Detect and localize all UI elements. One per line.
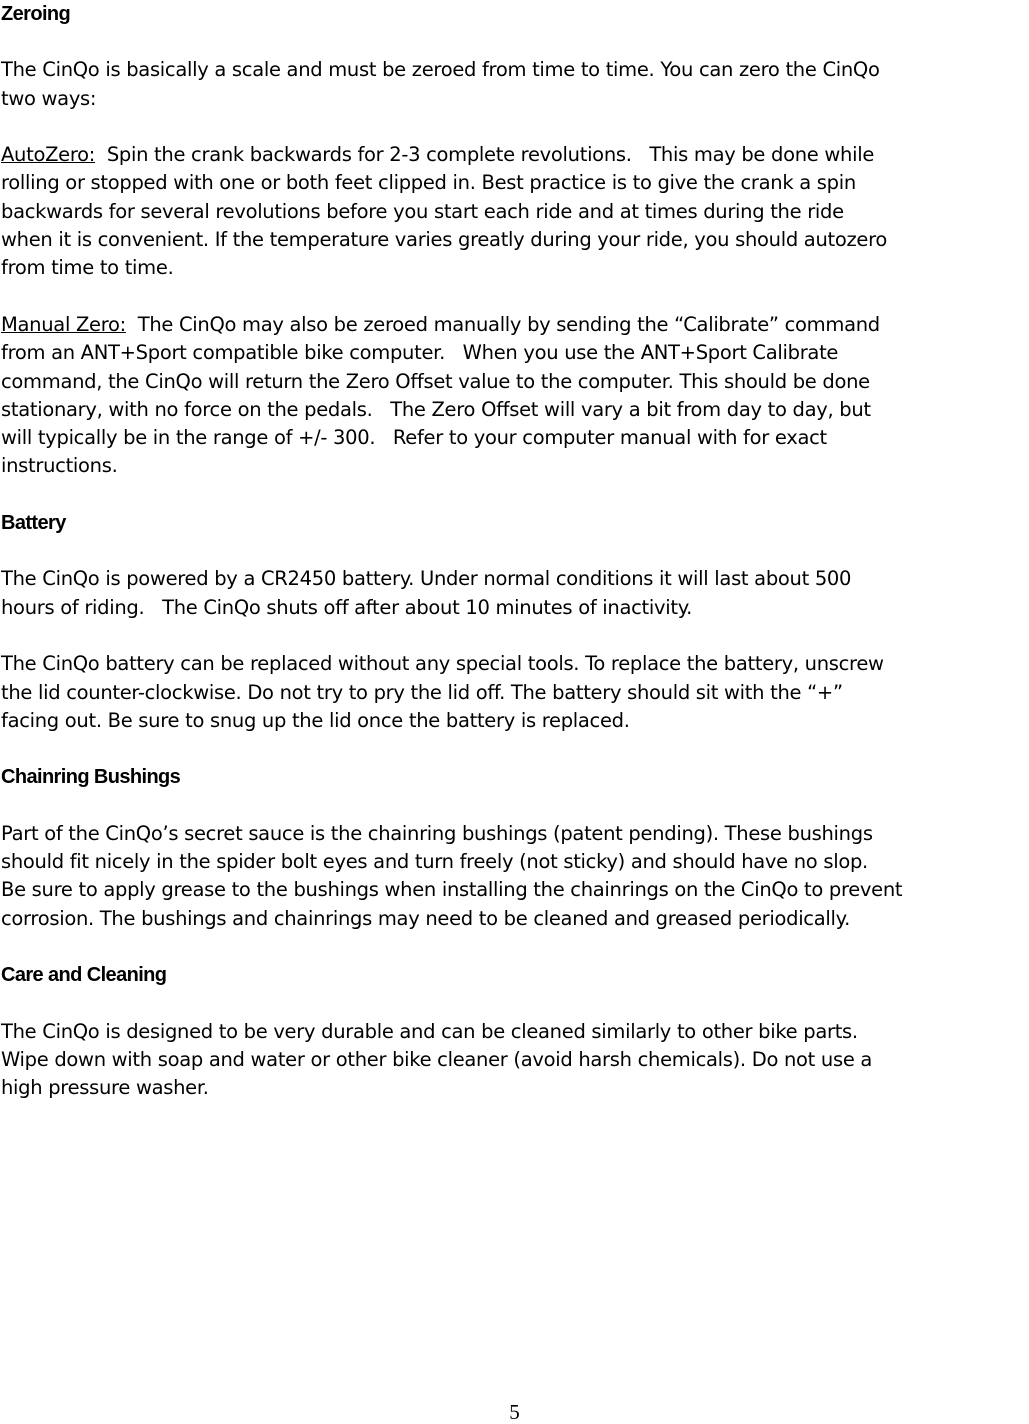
heading-chainring-bushings: Chainring Bushings	[1, 766, 181, 789]
page-number: 5	[509, 1400, 520, 1424]
battery-paragraph-1: The CinQo is powered by a CR2450 battery. Under normal conditions it will last about 500 hours of riding. The CinQo shuts off after about 10 minutes of inactivity.	[1, 567, 852, 619]
heading-battery: Battery	[1, 512, 66, 535]
care-paragraph: The CinQo is designed to be very durable and can be cleaned similarly to other bike parts. Wipe down with soap and water or other bike cleaner (avoid harsh chemicals). Do not use a high pressure washer.	[1, 1019, 873, 1100]
zeroing-intro: The CinQo is basically a scale and must be zeroed from time to time. You can zero the CinQo two ways:	[1, 58, 880, 110]
battery-paragraph-2: The CinQo battery can be replaced without any special tools. To replace the battery, unscrew the lid counter-clockwise. Do not try to pry the lid off. The battery should sit with the “+” facing out. Be sure to snug up the lid once the battery is replaced.	[1, 652, 884, 732]
chainring-paragraph: Part of the CinQo’s secret sauce is the chainring bushings (patent pending). These bushings should fit nicely in the spider bolt eyes and turn freely (not sticky) and should have no slop. Be sure to apply grease to the bushings when installing the chainrings on the CinQo to prevent corrosion. The bushings and chainrings may need to be cleaned and greased periodically.	[1, 821, 903, 930]
manual-zero-label: Manual Zero:	[1, 312, 126, 336]
heading-care-and-cleaning: Care and Cleaning	[1, 964, 167, 987]
autozero-label: AutoZero:	[1, 143, 96, 167]
autozero-paragraph: AutoZero: Spin the crank backwards for 2-3 complete revolutions. This may be done while rolling or stopped with one or both feet clipped in. Best practice is to give the crank a spin backwards for several revolutions before you start each ride and at times during the ride when it is convenient. If the temperature varies greatly during your ride, you should autozero from time to time.	[1, 143, 888, 280]
manual-zero-paragraph: Manual Zero: The CinQo may also be zeroed manually by sending the “Calibrate” command from an ANT+Sport compatible bike computer. When you use the ANT+Sport Calibrate command, the CinQo will return the Zero Offset value to the computer. This should be done stationary, with no force on the pedals. The Zero Offset will vary a bit from day to day, but will typically be in the range of +/- 300. Refer to your computer manual with for exact instructions.	[1, 312, 880, 478]
document-body	[1, 0, 1027, 1102]
heading-zeroing: Zeroing	[1, 3, 71, 25]
